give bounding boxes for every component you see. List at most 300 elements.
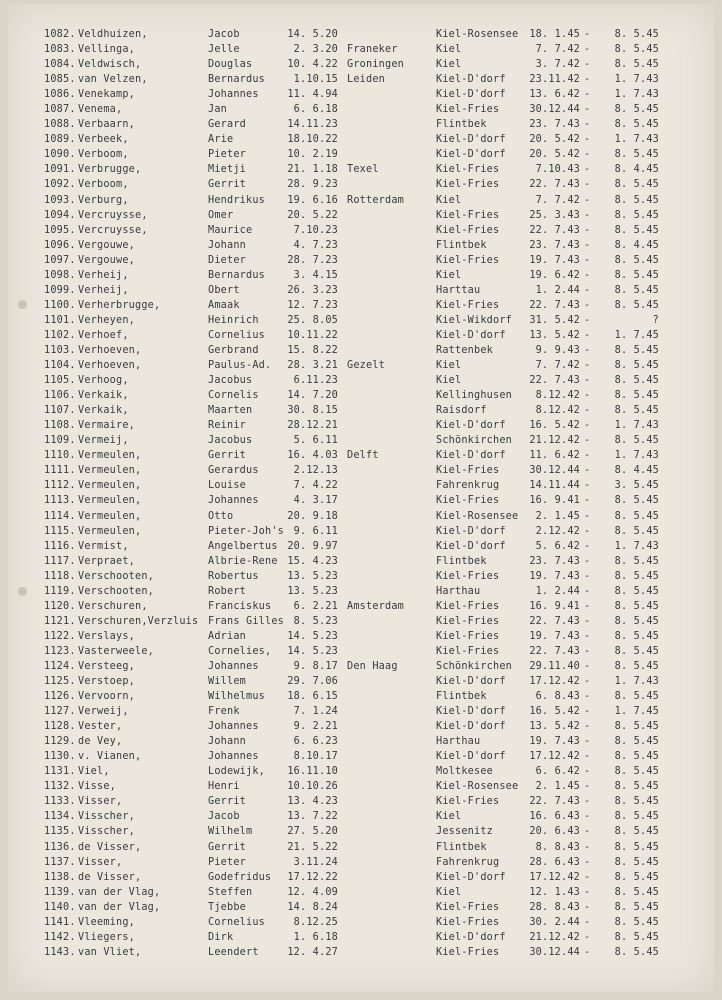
table-row	[8, 945, 714, 960]
given-name: Frenk	[208, 706, 240, 718]
date-from: 2. 1.45	[535, 510, 580, 522]
date-to: 1. 7.45	[614, 706, 659, 718]
given-name: Pieter	[208, 856, 247, 868]
date-from: 23. 7.43	[529, 555, 580, 567]
table-row	[8, 629, 714, 644]
date-from: 13. 6.42	[529, 89, 580, 101]
entry-number: 1138.	[44, 871, 76, 883]
date-to: 8. 5.45	[614, 660, 659, 672]
birth-date: 14. 5.20	[287, 29, 338, 40]
date-to: 8. 5.45	[614, 645, 659, 657]
date-from: 19. 7.43	[529, 736, 580, 748]
entry-number: 1099.	[44, 284, 76, 296]
birth-date: 27. 5.20	[287, 826, 338, 838]
birth-date: 11. 4.94	[287, 89, 338, 101]
date-from: 8.12.42	[535, 405, 580, 417]
date-separator: -	[584, 119, 591, 131]
document-page	[8, 4, 714, 992]
camp-location: Kiel	[436, 886, 462, 898]
camp-location: Kiel-D'dorf	[436, 721, 506, 733]
birth-date: 16.11.10	[287, 766, 338, 778]
entry-number: 1133.	[44, 796, 76, 808]
given-name: Otto	[208, 510, 234, 522]
camp-location: Kiel-D'dorf	[436, 450, 506, 462]
date-to: 8. 5.45	[614, 931, 659, 943]
given-name: Gerrit	[208, 796, 247, 808]
camp-location: Kiel-Rosensee	[436, 781, 519, 793]
date-separator: -	[584, 284, 591, 296]
date-separator: -	[584, 254, 591, 266]
camp-location: Kiel-Rosensee	[436, 510, 519, 522]
date-from: 19. 7.43	[529, 570, 580, 582]
surname: Verweij,	[78, 706, 129, 718]
surname: Verheij,	[78, 269, 129, 281]
birth-date: 12. 4.27	[287, 946, 338, 958]
birth-date: 25. 8.05	[287, 314, 338, 326]
given-name: Johannes	[208, 89, 259, 101]
date-separator: -	[584, 766, 591, 778]
date-separator: -	[584, 916, 591, 928]
date-separator: -	[584, 660, 591, 672]
camp-location: Kiel-D'dorf	[436, 540, 506, 552]
date-separator: -	[584, 570, 591, 582]
camp-location: Kiel-D'dorf	[436, 871, 506, 883]
date-from: 6. 8.43	[535, 691, 580, 703]
table-row	[8, 177, 714, 192]
entry-number: 1083.	[44, 44, 76, 56]
birth-date: 15. 8.22	[287, 344, 338, 356]
date-separator: -	[584, 645, 591, 657]
table-row	[8, 223, 714, 238]
birth-date: 26. 3.23	[287, 284, 338, 296]
given-name: Maarten	[208, 405, 253, 417]
date-to: 1. 7.43	[614, 540, 659, 552]
birth-date: 13. 7.22	[287, 811, 338, 823]
date-to: ?	[652, 314, 659, 326]
table-row	[8, 193, 714, 208]
given-name: Heinrich	[208, 314, 259, 326]
date-to: 8. 5.45	[614, 691, 659, 703]
camp-location: Kiel-Fries	[436, 916, 500, 928]
table-row	[8, 478, 714, 493]
given-name: Gerrit	[208, 450, 247, 462]
table-row	[8, 102, 714, 117]
camp-location: Kiel-D'dorf	[436, 134, 506, 146]
surname: Vermeulen,	[78, 510, 142, 522]
table-row	[8, 388, 714, 403]
birth-date: 14. 8.24	[287, 901, 338, 913]
birth-date: 10. 4.22	[287, 59, 338, 71]
table-row	[8, 539, 714, 554]
date-to: 8. 5.45	[614, 570, 659, 582]
date-separator: -	[584, 796, 591, 808]
birth-date: 6. 6.18	[293, 104, 338, 116]
date-from: 25. 3.43	[529, 209, 580, 221]
birth-date: 6.11.23	[293, 375, 338, 387]
given-name: Lodewijk,	[208, 766, 266, 778]
date-to: 1. 7.43	[614, 450, 659, 462]
camp-location: Kiel	[436, 375, 462, 387]
date-to: 8. 5.45	[614, 751, 659, 763]
table-row	[8, 930, 714, 945]
table-row	[8, 87, 714, 102]
camp-location: Kiel-Fries	[436, 164, 500, 176]
camp-location: Moltkesee	[436, 766, 494, 778]
table-row	[8, 418, 714, 433]
table-row	[8, 809, 714, 824]
surname: Vergouwe,	[78, 254, 136, 266]
table-row	[8, 689, 714, 704]
date-from: 6. 6.42	[535, 766, 580, 778]
date-to: 8. 5.45	[614, 29, 659, 40]
date-from: 9. 9.43	[535, 344, 580, 356]
surname: Verhoeven,	[78, 344, 142, 356]
date-from: 20. 5.42	[529, 134, 580, 146]
camp-location: Kiel-D'dorf	[436, 149, 506, 161]
camp-location: Kiel-Fries	[436, 645, 500, 657]
table-row	[8, 900, 714, 915]
birth-date: 28. 7.23	[287, 254, 338, 266]
date-to: 3. 5.45	[614, 480, 659, 492]
table-row	[8, 343, 714, 358]
date-to: 1. 7.43	[614, 676, 659, 688]
date-to: 8. 5.45	[614, 630, 659, 642]
camp-location: Kiel-Fries	[436, 946, 500, 958]
date-to: 8. 5.45	[614, 736, 659, 748]
date-separator: -	[584, 781, 591, 793]
camp-location: Kiel-D'dorf	[436, 420, 506, 432]
surname: Verbrugge,	[78, 164, 142, 176]
date-to: 8. 5.45	[614, 871, 659, 883]
entry-number: 1098.	[44, 269, 76, 281]
birth-date: 7. 1.24	[293, 706, 338, 718]
surname: Vermist,	[78, 540, 129, 552]
given-name: Hendrikus	[208, 194, 266, 206]
date-to: 8. 5.45	[614, 44, 659, 56]
surname: Vermeulen,	[78, 495, 142, 507]
birth-place: Groningen	[347, 59, 405, 71]
camp-location: Kiel-D'dorf	[436, 751, 506, 763]
date-to: 8. 5.45	[614, 495, 659, 507]
entry-number: 1093.	[44, 194, 76, 206]
date-separator: -	[584, 224, 591, 236]
date-separator: -	[584, 269, 591, 281]
camp-location: Kiel-Fries	[436, 224, 500, 236]
camp-location: Harthau	[436, 585, 481, 597]
given-name: Gerardus	[208, 465, 259, 477]
surname: Verschuren,Verzluis	[78, 615, 199, 627]
birth-date: 21. 1.18	[287, 164, 338, 176]
birth-place: Gezelt	[347, 360, 386, 372]
table-row	[8, 885, 714, 900]
date-from: 30. 2.44	[529, 916, 580, 928]
given-name: Dieter	[208, 254, 247, 266]
date-separator: -	[584, 525, 591, 537]
birth-date: 18.10.22	[287, 134, 338, 146]
entry-number: 1094.	[44, 209, 76, 221]
date-from: 8.12.42	[535, 390, 580, 402]
date-to: 8. 5.45	[614, 856, 659, 868]
date-from: 20. 5.42	[529, 149, 580, 161]
birth-date: 21. 5.22	[287, 841, 338, 853]
entry-number: 1122.	[44, 630, 76, 642]
date-separator: -	[584, 89, 591, 101]
date-from: 17.12.42	[529, 751, 580, 763]
surname: Vermeulen,	[78, 465, 142, 477]
surname: van der Vlag,	[78, 901, 161, 913]
table-row	[8, 373, 714, 388]
given-name: Gerbrand	[208, 344, 259, 356]
date-from: 1. 2.44	[535, 585, 580, 597]
date-from: 19. 7.43	[529, 630, 580, 642]
table-row	[8, 599, 714, 614]
given-name: Johann	[208, 239, 247, 251]
birth-date: 13. 4.23	[287, 796, 338, 808]
date-separator: -	[584, 871, 591, 883]
camp-location: Kiel-Fries	[436, 104, 500, 116]
given-name: Pieter-Joh's	[208, 525, 285, 537]
date-to: 8. 5.45	[614, 224, 659, 236]
surname: Vercruysse,	[78, 224, 148, 236]
given-name: Henri	[208, 781, 240, 793]
birth-date: 29. 7.06	[287, 676, 338, 688]
given-name: Wilhelm	[208, 826, 253, 838]
surname: Vermeulen,	[78, 480, 142, 492]
surname: Verburg,	[78, 194, 129, 206]
surname: Visse,	[78, 781, 117, 793]
date-separator: -	[584, 811, 591, 823]
surname: Verkaik,	[78, 390, 129, 402]
date-from: 16. 9.41	[529, 600, 580, 612]
date-to: 8. 5.45	[614, 811, 659, 823]
date-to: 8. 5.45	[614, 344, 659, 356]
given-name: Arie	[208, 134, 234, 146]
entry-number: 1143.	[44, 946, 76, 958]
birth-date: 20. 9.18	[287, 510, 338, 522]
date-to: 8. 4.45	[614, 465, 659, 477]
date-from: 11. 6.42	[529, 450, 580, 462]
date-from: 21.12.42	[529, 435, 580, 447]
given-name: Dirk	[208, 931, 234, 943]
date-to: 8. 5.45	[614, 360, 659, 372]
camp-location: Kiel	[436, 44, 462, 56]
birth-date: 7. 4.22	[293, 480, 338, 492]
entry-number: 1137.	[44, 856, 76, 868]
table-row	[8, 779, 714, 794]
date-from: 19. 6.42	[529, 269, 580, 281]
entry-number: 1130.	[44, 751, 76, 763]
date-separator: -	[584, 329, 591, 341]
given-name: Gerrit	[208, 841, 247, 853]
surname: Verhoog,	[78, 375, 129, 387]
birth-date: 4. 3.17	[293, 495, 338, 507]
surname: de Visser,	[78, 871, 142, 883]
entry-number: 1116.	[44, 540, 76, 552]
date-separator: -	[584, 104, 591, 116]
camp-location: Schönkirchen	[436, 435, 513, 447]
camp-location: Kiel	[436, 811, 462, 823]
date-to: 8. 5.45	[614, 269, 659, 281]
birth-date: 15. 4.23	[287, 555, 338, 567]
date-from: 17.12.42	[529, 871, 580, 883]
date-to: 8. 5.45	[614, 104, 659, 116]
birth-date: 2. 3.20	[293, 44, 338, 56]
date-separator: -	[584, 555, 591, 567]
entry-number: 1091.	[44, 164, 76, 176]
birth-date: 5. 6.11	[293, 435, 338, 447]
surname: Visscher,	[78, 811, 136, 823]
birth-date: 1. 6.18	[293, 931, 338, 943]
entry-number: 1124.	[44, 660, 76, 672]
camp-location: Kiel-D'dorf	[436, 706, 506, 718]
date-separator: -	[584, 901, 591, 913]
table-row	[8, 674, 714, 689]
entry-number: 1125.	[44, 676, 76, 688]
camp-location: Kiel	[436, 269, 462, 281]
entry-number: 1131.	[44, 766, 76, 778]
entry-number: 1087.	[44, 104, 76, 116]
date-to: 8. 5.45	[614, 194, 659, 206]
birth-date: 9. 2.21	[293, 721, 338, 733]
entry-number: 1126.	[44, 691, 76, 703]
camp-location: Kiel	[436, 59, 462, 71]
surname: de Vey,	[78, 736, 123, 748]
date-separator: -	[584, 435, 591, 447]
date-from: 7. 7.42	[535, 194, 580, 206]
table-row	[8, 57, 714, 72]
date-from: 8. 8.43	[535, 841, 580, 853]
camp-location: Kiel-Fries	[436, 796, 500, 808]
birth-date: 14. 7.20	[287, 390, 338, 402]
entry-number: 1139.	[44, 886, 76, 898]
entry-number: 1088.	[44, 119, 76, 131]
given-name: Tjebbe	[208, 901, 247, 913]
camp-location: Kiel-Fries	[436, 254, 500, 266]
surname: Verkaik,	[78, 405, 129, 417]
date-from: 22. 7.43	[529, 299, 580, 311]
date-from: 30.12.44	[529, 104, 580, 116]
surname: Vliegers,	[78, 931, 136, 943]
surname: van der Vlag,	[78, 886, 161, 898]
camp-location: Kiel-Fries	[436, 209, 500, 221]
given-name: Cornelius	[208, 916, 266, 928]
camp-location: Kiel-Fries	[436, 600, 500, 612]
date-to: 1. 7.45	[614, 329, 659, 341]
entry-number: 1117.	[44, 555, 76, 567]
birth-date: 30. 8.15	[287, 405, 338, 417]
camp-location: Flintbek	[436, 239, 487, 251]
surname: van Velzen,	[78, 74, 148, 86]
entry-number: 1115.	[44, 525, 76, 537]
birth-date: 12. 7.23	[287, 299, 338, 311]
date-separator: -	[584, 299, 591, 311]
table-row	[8, 313, 714, 328]
date-separator: -	[584, 676, 591, 688]
given-name: Maurice	[208, 224, 253, 236]
table-row	[8, 298, 714, 313]
birth-date: 12. 4.09	[287, 886, 338, 898]
table-row	[8, 283, 714, 298]
given-name: Amaak	[208, 299, 240, 311]
date-from: 21.12.42	[529, 931, 580, 943]
date-separator: -	[584, 405, 591, 417]
date-separator: -	[584, 194, 591, 206]
date-to: 8. 5.45	[614, 375, 659, 387]
date-to: 8. 5.45	[614, 841, 659, 853]
date-to: 8. 5.45	[614, 615, 659, 627]
birth-date: 8.12.25	[293, 916, 338, 928]
surname: Vermeij,	[78, 435, 129, 447]
given-name: Albrie-Rene	[208, 555, 278, 567]
camp-location: Flintbek	[436, 119, 487, 131]
date-to: 8. 5.45	[614, 525, 659, 537]
surname: Verheij,	[78, 284, 129, 296]
date-to: 8. 5.45	[614, 405, 659, 417]
date-separator: -	[584, 74, 591, 86]
given-name: Gerrit	[208, 179, 247, 191]
surname: de Visser,	[78, 841, 142, 853]
table-row	[8, 162, 714, 177]
date-from: 23.11.42	[529, 74, 580, 86]
entry-number: 1096.	[44, 239, 76, 251]
date-from: 22. 7.43	[529, 615, 580, 627]
given-name: Johannes	[208, 495, 259, 507]
date-to: 8. 5.45	[614, 585, 659, 597]
camp-location: Kiel-Fries	[436, 615, 500, 627]
date-separator: -	[584, 510, 591, 522]
birth-place: Den Haag	[347, 660, 398, 672]
surname: Versteeg,	[78, 660, 136, 672]
surname: Vleeming,	[78, 916, 136, 928]
surname: Verheyen,	[78, 314, 136, 326]
surname: Vasterweele,	[78, 645, 155, 657]
date-from: 5. 6.42	[535, 540, 580, 552]
date-to: 8. 5.45	[614, 299, 659, 311]
entry-number: 1141.	[44, 916, 76, 928]
birth-place: Franeker	[347, 44, 398, 56]
date-separator: -	[584, 600, 591, 612]
date-from: 7. 7.42	[535, 44, 580, 56]
date-to: 8. 5.45	[614, 555, 659, 567]
entry-number: 1082.	[44, 29, 76, 40]
table-row	[8, 132, 714, 147]
camp-location: Kellinghusen	[436, 390, 513, 402]
entry-number: 1109.	[44, 435, 76, 447]
date-from: 16. 5.42	[529, 706, 580, 718]
camp-location: Kiel-D'dorf	[436, 931, 506, 943]
date-separator: -	[584, 691, 591, 703]
date-from: 2. 1.45	[535, 781, 580, 793]
date-from: 17.12.42	[529, 676, 580, 688]
given-name: Johannes	[208, 660, 259, 672]
date-to: 1. 7.43	[614, 134, 659, 146]
birth-date: 28.12.21	[287, 420, 338, 432]
date-to: 1. 7.43	[614, 74, 659, 86]
entry-number: 1108.	[44, 420, 76, 432]
table-row	[8, 870, 714, 885]
table-row	[8, 493, 714, 508]
entry-number: 1123.	[44, 645, 76, 657]
date-from: 22. 7.43	[529, 224, 580, 236]
surname: Vercruysse,	[78, 209, 148, 221]
date-from: 22. 7.43	[529, 179, 580, 191]
date-to: 1. 7.43	[614, 420, 659, 432]
surname: Visscher,	[78, 826, 136, 838]
surname: Verhoef,	[78, 329, 129, 341]
table-row	[8, 764, 714, 779]
entry-number: 1089.	[44, 134, 76, 146]
given-name: Cornelies,	[208, 645, 272, 657]
